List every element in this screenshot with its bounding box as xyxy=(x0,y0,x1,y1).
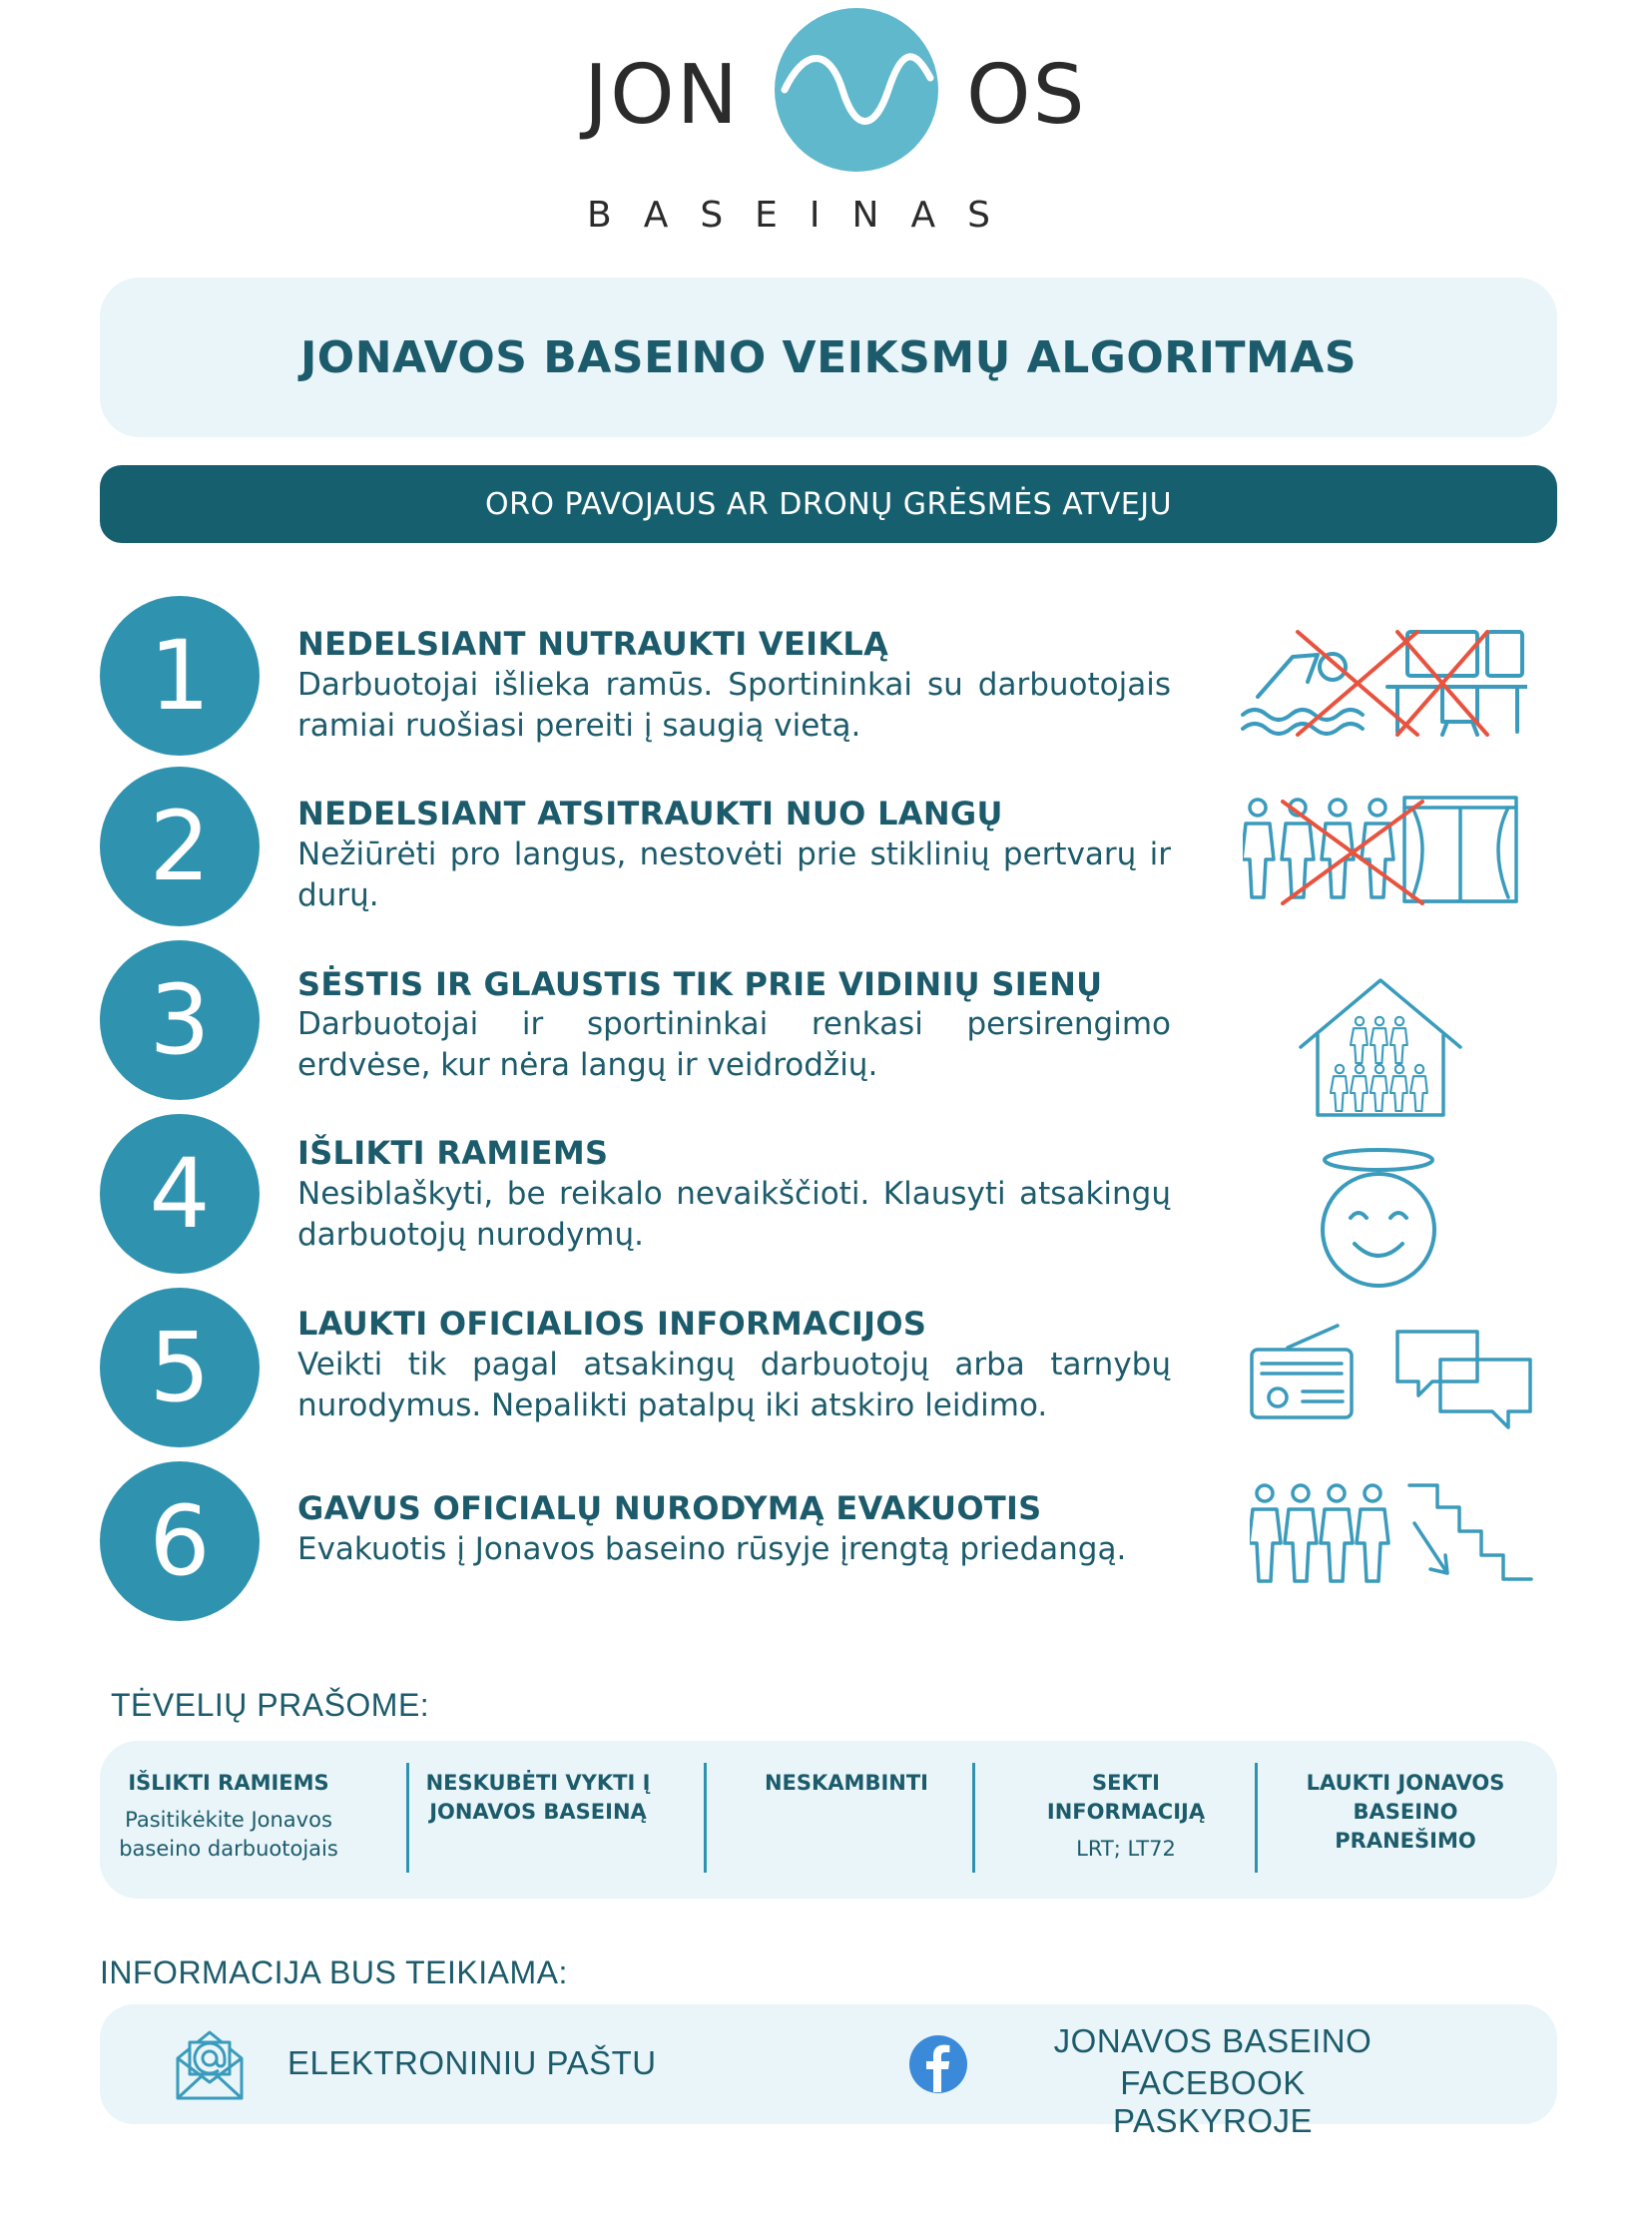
envelope-at-icon xyxy=(174,2026,246,2102)
parents-box xyxy=(100,1741,1557,1899)
step-heading-2: NEDELSIANT ATSITRAUKTI NUO LANGŲ xyxy=(297,795,1003,832)
facebook-icon xyxy=(908,2034,968,2094)
step-heading-5: LAUKTI OFICIALIOS INFORMACIJOS xyxy=(297,1305,927,1343)
info-facebook-line2: FACEBOOK PASKYROJE xyxy=(1112,2064,1314,2139)
step-number-1: 1 xyxy=(100,596,260,756)
house-people-icon xyxy=(1296,975,1465,1120)
parents-item-title: IŠLIKTI RAMIEMS xyxy=(128,1771,329,1795)
parents-item-title: NESKAMBINTI xyxy=(764,1771,928,1795)
info-facebook-line1: JONAVOS BASEINO xyxy=(1053,2022,1373,2059)
swimmer-crossed-icon xyxy=(1238,627,1527,737)
info-label: INFORMACIJA BUS TEIKIAMA: xyxy=(100,1954,568,1990)
parents-item-sub: Pasitikėkite Jonavos baseino darbuotojais xyxy=(119,1808,338,1861)
page-title: JONAVOS BASEINO VEIKSMŲ ALGORITMAS xyxy=(299,331,1358,383)
logo-word-right: OS xyxy=(966,48,1087,143)
step-body-1: Darbuotojai išlieka ramūs. Sportininkai su darbuotojais ramiai ruošiasi pereiti į saugią vietą. xyxy=(297,667,1171,744)
logo-word-left: JON xyxy=(584,48,741,143)
step-heading-4: IŠLIKTI RAMIEMS xyxy=(297,1134,609,1172)
calm-face-halo-icon xyxy=(1313,1146,1444,1290)
step-body-3: Darbuotojai ir sportininkai renkasi persirengimo erdvėse, kur nėra langų ir veidrodžių. xyxy=(297,1006,1171,1083)
step-body-2: Nežiūrėti pro langus, nestovėti prie stiklinių pertvarų ir durų. xyxy=(297,836,1171,913)
step-heading-6: GAVUS OFICIALŲ NURODYMĄ EVAKUOTIS xyxy=(297,1489,1042,1527)
step-number-5: 5 xyxy=(100,1288,260,1447)
title-box xyxy=(100,277,1557,437)
step-body-6: Evakuotis į Jonavos baseino rūsyje įrengtą priedangą. xyxy=(297,1531,1127,1567)
step-number-3: 3 xyxy=(100,940,260,1100)
banner xyxy=(100,465,1557,543)
step-heading-1: NEDELSIANT NUTRAUKTI VEIKLĄ xyxy=(297,625,889,663)
divider xyxy=(704,1763,707,1873)
parents-item-title: SEKTI INFORMACIJĄ xyxy=(1046,1771,1206,1824)
divider xyxy=(1255,1763,1258,1873)
radio-icon xyxy=(1248,1320,1537,1431)
logo-subtitle: BASEINAS xyxy=(587,195,1022,236)
people-crossed-icon xyxy=(1243,794,1522,905)
step-number-2: 2 xyxy=(100,767,260,926)
banner-text: ORO PAVOJAUS AR DRONŲ GRĖSMĖS ATVEJU xyxy=(484,486,1173,522)
info-box xyxy=(100,2004,1557,2139)
info-email-text: ELEKTRONINIU PAŠTU xyxy=(287,2044,657,2081)
parents-item-2 xyxy=(419,1769,657,1827)
parents-item-4 xyxy=(986,1769,1266,1864)
step-number-4: 4 xyxy=(100,1114,260,1274)
people-group-icon xyxy=(1250,1481,1534,1586)
parents-item-sub: LRT; LT72 xyxy=(1076,1837,1176,1861)
logo-wave-icon xyxy=(775,8,938,172)
divider xyxy=(406,1763,409,1873)
step-body-5: Veikti tik pagal atsakingų darbuotojų arba tarnybų nurodymus. Nepalikti patalpų iki atskiro leidimo. xyxy=(297,1347,1171,1423)
step-heading-3: SĖSTIS IR GLAUSTIS TIK PRIE VIDINIŲ SIENŲ xyxy=(297,965,1103,1003)
parents-label: TĖVELIŲ PRAŠOME: xyxy=(111,1687,430,1723)
parents-item-title: NESKUBĖTI VYKTI Į JONAVOS BASEINĄ xyxy=(425,1771,651,1824)
parents-item-3 xyxy=(717,1769,976,1798)
parents-item-1 xyxy=(118,1769,339,1864)
divider xyxy=(972,1763,975,1873)
parents-item-5 xyxy=(1266,1769,1545,1856)
step-body-4: Nesiblaškyti, be reikalo nevaikščioti. Klausyti atsakingų darbuotojų nurodymų. xyxy=(297,1176,1171,1253)
parents-item-title: LAUKTI JONAVOS BASEINO PRANEŠIMO xyxy=(1306,1771,1505,1853)
step-number-6: 6 xyxy=(100,1461,260,1621)
